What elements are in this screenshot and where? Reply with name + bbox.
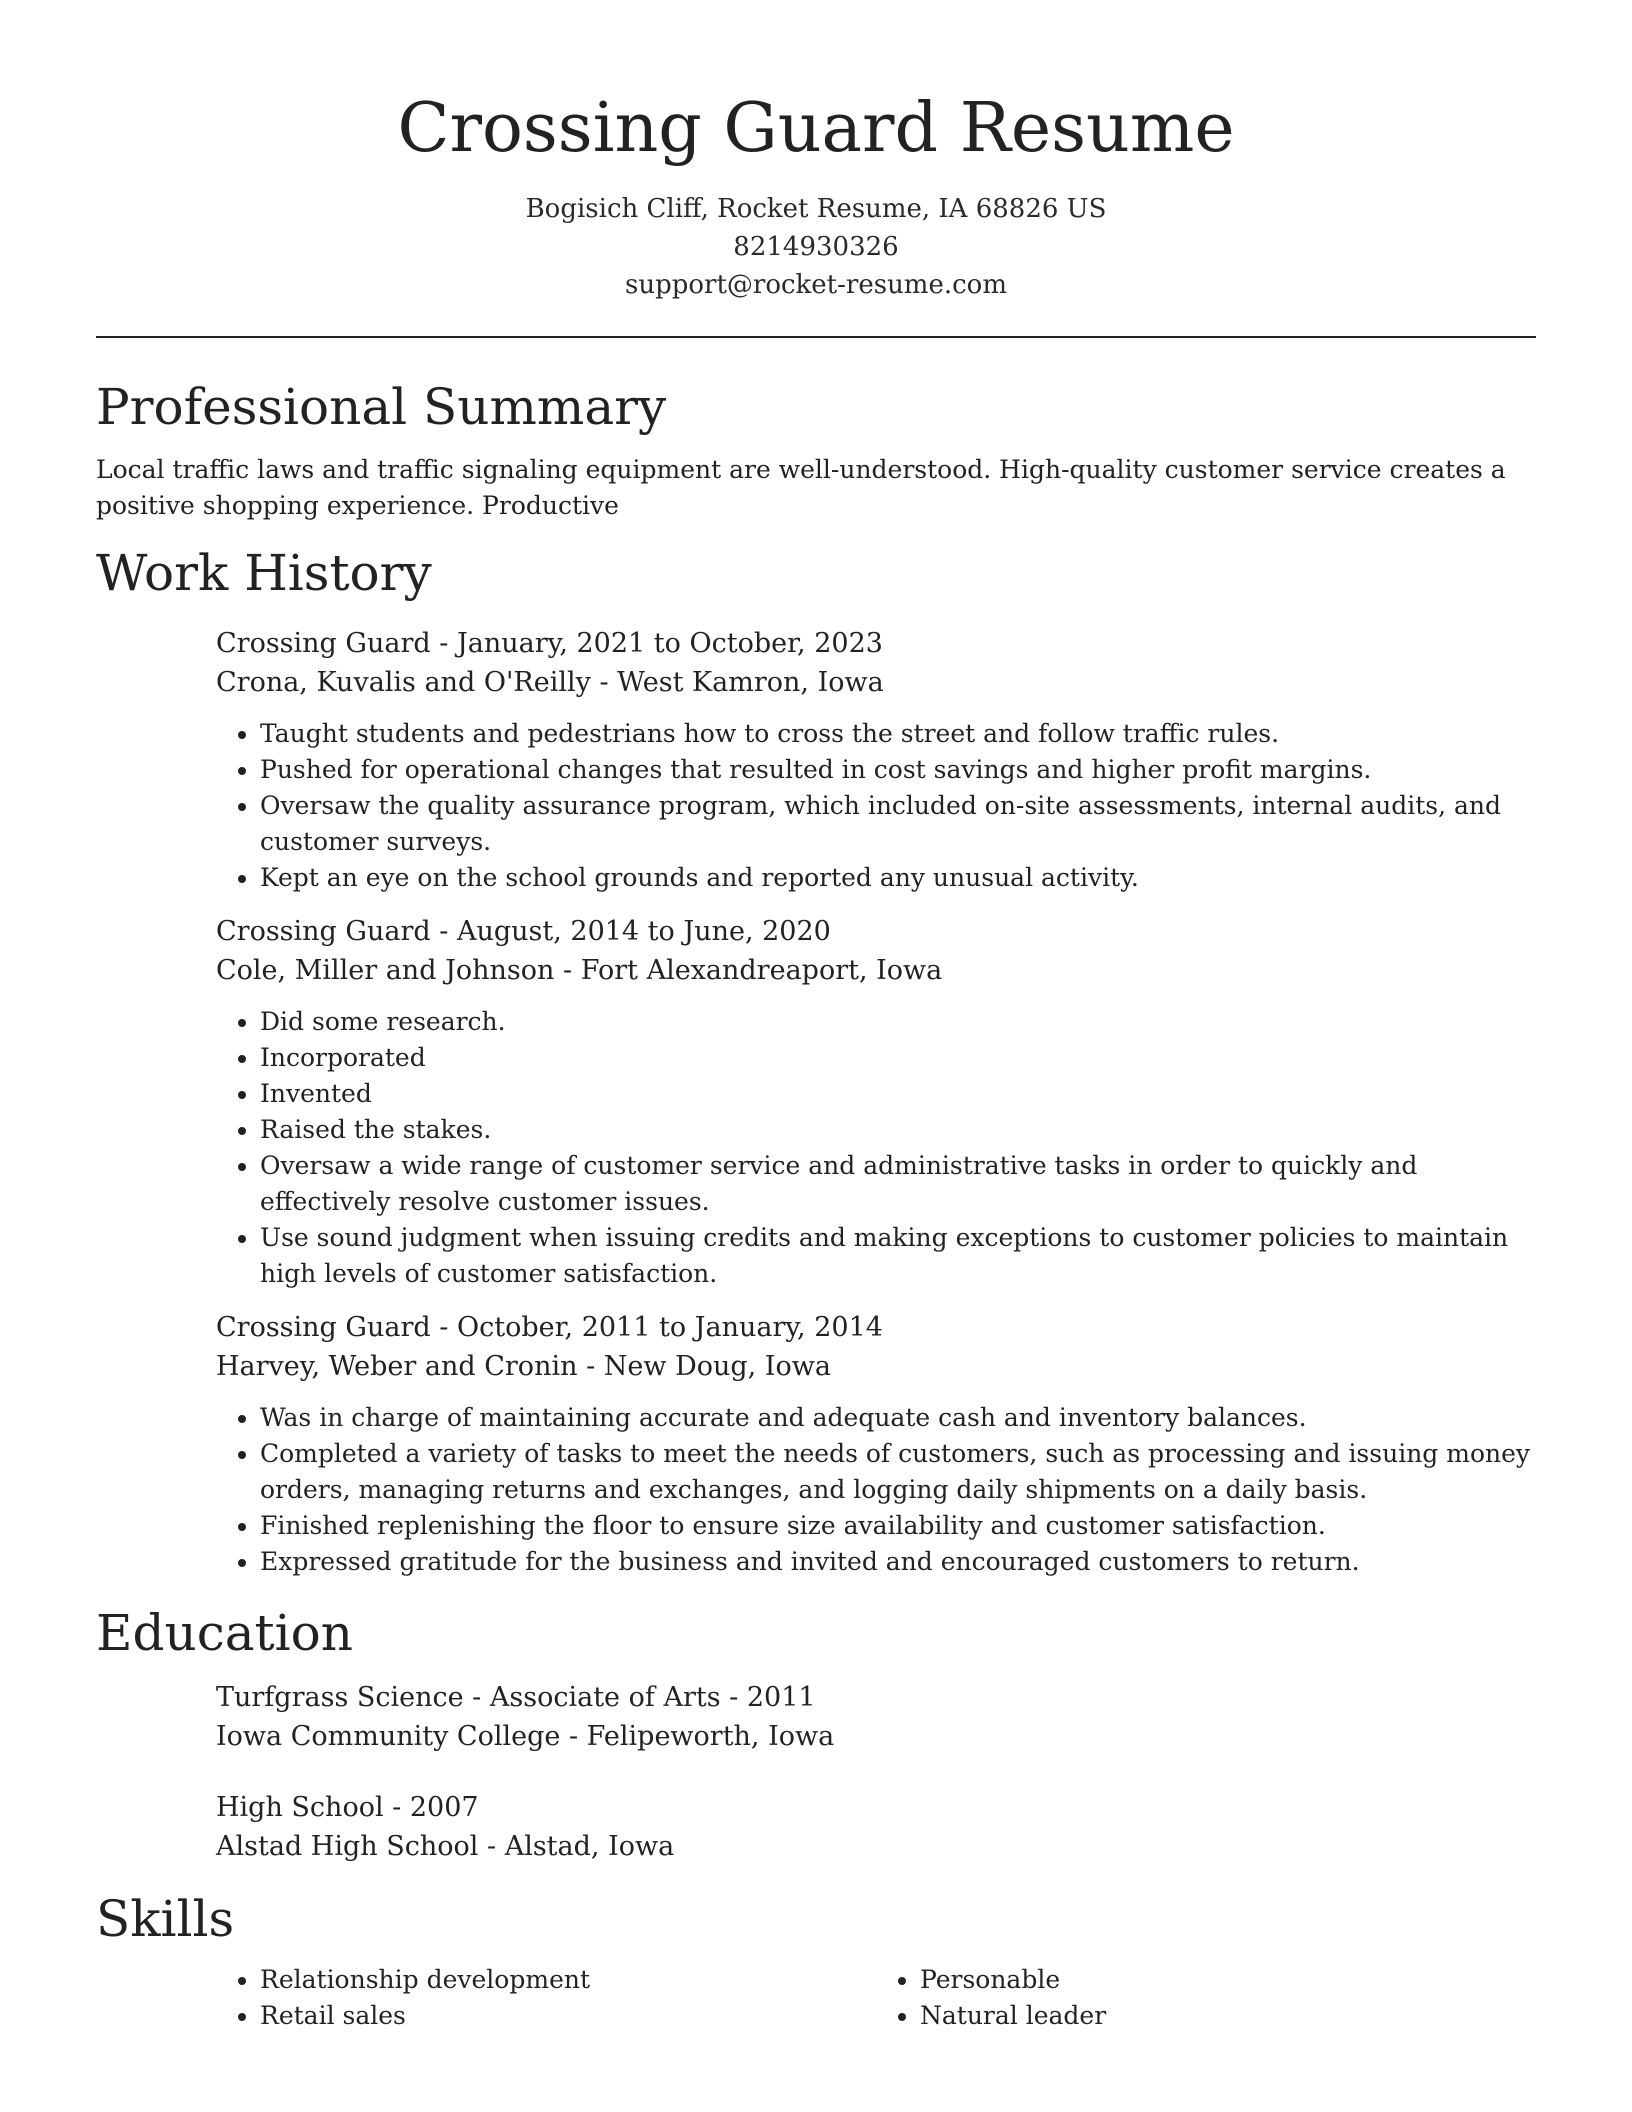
job-title: Crossing Guard [216, 1312, 431, 1343]
job-dates: - January, 2021 to October, 2023 [430, 628, 883, 659]
skills-list-left [216, 1962, 876, 2034]
job-dates: - October, 2011 to January, 2014 [430, 1312, 883, 1343]
job-duties-list [216, 1004, 1536, 1292]
job-duty: • Oversaw the quality assurance program, which included on-site assessments, internal audits, and customer surveys. [260, 788, 1536, 860]
job-dates: - August, 2014 to June, 2020 [430, 916, 831, 947]
job-entry [216, 624, 1536, 896]
contact-phone: 8214930326 [733, 232, 899, 262]
education-section [96, 1598, 1536, 1866]
contact-address: Bogisich Cliff, Rocket Resume, IA 68826 US [525, 194, 1107, 224]
education-degree-line [216, 1788, 1536, 1827]
job-duty: • Oversaw a wide range of customer service and administrative tasks in order to quickly and effectively resolve customer issues. [260, 1148, 1536, 1220]
job-duty: • Incorporated [260, 1040, 1536, 1076]
skill-item: • Personable [920, 1962, 1536, 1998]
education-degree: High School [216, 1792, 384, 1823]
job-duty: • Taught students and pedestrians how to cross the street and follow traffic rules. [260, 716, 1536, 752]
job-title-line [216, 624, 1536, 663]
job-entry [216, 912, 1536, 1292]
resume-header [96, 0, 1536, 304]
education-degree-line [216, 1678, 1536, 1717]
education-entry [216, 1788, 1536, 1866]
skill-item: • Relationship development [260, 1962, 876, 1998]
job-company-line [216, 1347, 1536, 1386]
job-duty: • Pushed for operational changes that resulted in cost savings and higher profit margins. [260, 752, 1536, 788]
job-title: Crossing Guard [216, 628, 431, 659]
job-title: Crossing Guard [216, 916, 431, 947]
education-school: Iowa Community College [216, 1721, 561, 1752]
education-year: - 2011 [720, 1682, 816, 1713]
education-school-line [216, 1717, 1536, 1756]
education-school-line [216, 1827, 1536, 1866]
job-title-line [216, 912, 1536, 951]
job-company-line [216, 951, 1536, 990]
job-duty: • Did some research. [260, 1004, 1536, 1040]
summary-text: Local traffic laws and traffic signaling equipment are well-understood. High-quality customer service creates a positive shopping experience. Productive [96, 455, 1506, 520]
education-degree: Turfgrass Science - Associate of Arts [216, 1682, 721, 1713]
job-location: - West Kamron, Iowa [590, 667, 884, 698]
section-title-education: Education [96, 1604, 353, 1662]
contact-email: support@rocket-resume.com [624, 270, 1007, 300]
job-location: - Fort Alexandreaport, Iowa [554, 955, 943, 986]
job-duties-list [216, 1400, 1536, 1580]
job-duty: • Raised the stakes. [260, 1112, 1536, 1148]
resume-title: Crossing Guard Resume [397, 89, 1235, 168]
job-duty: • Use sound judgment when issuing credits and making exceptions to customer policies to maintain high levels of customer satisfaction. [260, 1220, 1536, 1292]
job-company: Crona, Kuvalis and O'Reilly [216, 667, 591, 698]
job-duty: • Was in charge of maintaining accurate and adequate cash and inventory balances. [260, 1400, 1536, 1436]
job-company-line [216, 663, 1536, 702]
job-company: Cole, Miller and Johnson [216, 955, 555, 986]
job-entry [216, 1308, 1536, 1580]
job-duty: • Expressed gratitude for the business and invited and encouraged customers to return. [260, 1544, 1536, 1580]
job-duty: • Kept an eye on the school grounds and reported any unusual activity. [260, 860, 1536, 896]
header-divider [96, 336, 1536, 338]
job-location: - New Doug, Iowa [577, 1351, 831, 1382]
education-location: - Felipeworth, Iowa [560, 1721, 835, 1752]
skill-item: • Retail sales [260, 1998, 876, 2034]
work-history-section [96, 538, 1536, 1580]
education-school: Alstad High School [216, 1831, 479, 1862]
job-duty: • Completed a variety of tasks to meet the needs of customers, such as processing and issuing money orders, managing returns and exchanges, and logging daily shipments on a daily basis. [260, 1436, 1536, 1508]
section-title-skills: Skills [96, 1890, 235, 1948]
job-duty: • Finished replenishing the floor to ensure size availability and customer satisfaction. [260, 1508, 1536, 1544]
section-title-summary: Professional Summary [96, 378, 667, 436]
contact-block [96, 190, 1536, 304]
education-entry [216, 1678, 1536, 1756]
skills-columns [216, 1962, 1536, 2034]
job-company: Harvey, Weber and Cronin [216, 1351, 578, 1382]
education-location: - Alstad, Iowa [478, 1831, 675, 1862]
skills-list-right [876, 1962, 1536, 2034]
job-duty: • Invented [260, 1076, 1536, 1112]
job-title-line [216, 1308, 1536, 1347]
professional-summary-section [96, 372, 1536, 524]
education-year: - 2007 [383, 1792, 479, 1823]
job-duties-list [216, 716, 1536, 896]
section-title-work: Work History [96, 544, 432, 602]
skills-section [96, 1884, 1536, 2034]
skill-item: • Natural leader [920, 1998, 1536, 2034]
